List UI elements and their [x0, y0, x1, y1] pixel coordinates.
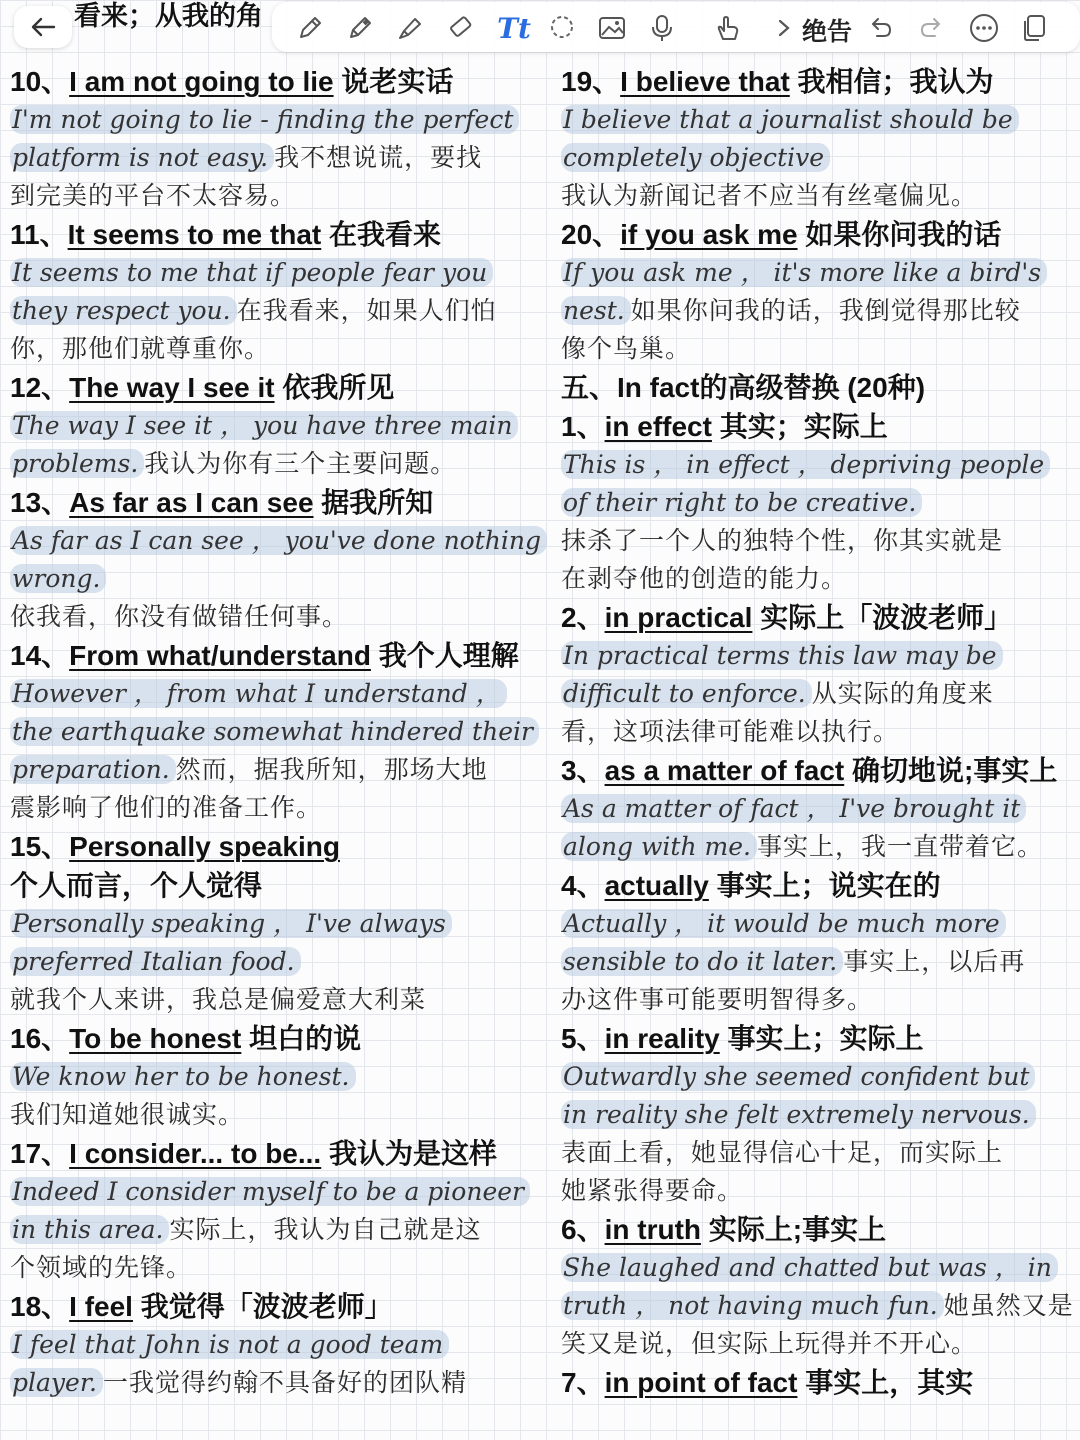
phrase-entry [10, 1134, 555, 1287]
phrase-title: I believe that [620, 66, 790, 97]
handwritten-line [561, 522, 1080, 560]
phrase-entry [561, 1210, 1080, 1363]
example-chinese: 你，那他们就尊重你。 [10, 334, 271, 363]
phrase-number: 7、 [561, 1367, 605, 1398]
section-heading: 五、In fact的高级替换 (20种) [561, 372, 926, 403]
handwritten-line [10, 101, 555, 139]
example-english: nest. [561, 296, 631, 325]
example-english: the earthquake somewhat hindered their [10, 717, 539, 746]
handwritten-line [10, 254, 555, 292]
phrase-heading [561, 1019, 1080, 1058]
phrase-number: 11、 [10, 219, 68, 250]
phrase-meaning: 我觉得「波波老师」 [132, 1291, 393, 1322]
phrase-title: It seems to me that [67, 219, 322, 250]
example-english: The way I see it ， you have three main [10, 411, 518, 440]
phrase-entry [561, 1363, 1080, 1402]
phrase-entry [561, 751, 1080, 866]
phrase-number: 13、 [10, 487, 70, 518]
handwritten-line [10, 789, 555, 827]
handwritten-line [10, 598, 555, 636]
phrase-entry [10, 1287, 555, 1402]
phrase-number: 16、 [10, 1023, 70, 1054]
phrase-meaning: 事实上，其实 [797, 1367, 974, 1398]
handwritten-line [561, 943, 1080, 981]
phrase-meaning: 我认为是这样 [321, 1138, 497, 1169]
example-english: preferred Italian food. [10, 947, 301, 976]
example-chinese: 一我觉得约翰不具备好的团队精 [102, 1368, 467, 1397]
phrase-title: in practical [604, 602, 753, 633]
handwritten-line [10, 1249, 555, 1287]
example-english: I believe that a journalist should be [561, 105, 1019, 134]
handwritten-line [10, 1096, 555, 1134]
phrase-number: 17、 [10, 1138, 70, 1169]
example-english: This is ， in effect ， depriving people [561, 450, 1050, 479]
phrase-meaning: 如果你问我的话 [797, 219, 1002, 250]
phrase-title: in truth [604, 1214, 701, 1245]
handwritten-line [561, 790, 1080, 828]
example-english: As a matter of fact ， I've brought it [561, 794, 1026, 823]
example-chinese: 在剥夺他的创造的能力。 [561, 564, 848, 593]
phrase-number: 1、 [561, 411, 605, 442]
handwritten-line [561, 1096, 1080, 1134]
handwritten-line [10, 522, 555, 560]
handwritten-line [561, 446, 1080, 484]
handwritten-line [10, 1326, 555, 1364]
example-chinese: 我们知道她很诚实。 [10, 1100, 245, 1129]
example-english: Personally speaking ， I've always [10, 909, 452, 938]
example-chinese: 她紧张得要命。 [561, 1176, 744, 1205]
phrase-entry [561, 598, 1080, 751]
handwritten-line [10, 713, 555, 751]
handwritten-line [561, 1287, 1080, 1325]
example-chinese: 震影响了他们的准备工作。 [10, 793, 323, 822]
example-english: It seems to me that if people fear you [10, 258, 493, 287]
phrase-meaning-line: 个人而言，个人觉得 [10, 870, 263, 901]
phrase-number: 5、 [561, 1023, 605, 1054]
example-chinese: 笑又是说，但实际上玩得并不开心。 [561, 1329, 978, 1358]
highlighter-icon[interactable] [394, 12, 426, 44]
phrase-heading [10, 62, 555, 101]
phrase-heading [10, 483, 555, 522]
phrase-heading [561, 407, 1080, 446]
handwritten-line [10, 1364, 555, 1402]
handwritten-line [10, 1173, 555, 1211]
handwritten-line [561, 1249, 1080, 1287]
phrase-entry [561, 62, 1080, 215]
example-english: along with me. [561, 832, 757, 861]
handwritten-line [561, 905, 1080, 943]
phrase-heading [10, 1287, 555, 1326]
phrase-meaning: 实际上;事实上 [701, 1214, 887, 1245]
phrase-heading [10, 1134, 555, 1173]
phrase-title: From what/understand [69, 640, 371, 671]
phrase-number: 10、 [10, 66, 70, 97]
eraser-icon[interactable] [444, 12, 476, 44]
handwritten-line [10, 560, 555, 598]
example-chinese: 然而，据我所知，那场大地 [175, 755, 488, 784]
back-button[interactable] [14, 6, 72, 48]
handwritten-line [10, 445, 555, 483]
handwritten-line [10, 905, 555, 943]
handwritten-line [10, 177, 555, 215]
example-english: In practical terms this law may be [561, 641, 1003, 670]
phrase-entry [561, 368, 1080, 407]
example-english: of their right to be creative. [561, 488, 922, 517]
text-tool-icon[interactable]: Tt [497, 11, 531, 45]
handwritten-line [561, 828, 1080, 866]
phrase-meaning: 事实上；实际上 [719, 1023, 924, 1054]
handwritten-line [561, 675, 1080, 713]
phrase-entry [561, 215, 1080, 368]
example-english: they respect you. [10, 296, 237, 325]
example-english: sensible to do it later. [561, 947, 843, 976]
phrase-title: as a matter of fact [604, 755, 845, 786]
phrase-number: 12、 [10, 372, 70, 403]
example-chinese: 抹杀了一个人的独特个性，你其实就是 [561, 526, 1004, 555]
handwritten-line [10, 751, 555, 789]
phrase-entry [10, 827, 555, 1019]
phrase-meaning: 我个人理解 [370, 640, 519, 671]
phrase-number: 3、 [561, 755, 605, 786]
phrase-number: 18、 [10, 1291, 70, 1322]
handwritten-line [561, 637, 1080, 675]
phrase-heading [561, 215, 1080, 254]
phrase-title: As far as I can see [69, 487, 314, 518]
phrase-meaning: 依我所见 [274, 372, 395, 403]
handwritten-line [10, 675, 555, 713]
example-english: She laughed and chatted but was ， in [561, 1253, 1058, 1282]
example-english: I feel that John is not a good team [10, 1330, 449, 1359]
phrase-meaning: 事实上；说实在的 [708, 870, 941, 901]
phrase-number: 4、 [561, 870, 605, 901]
phrase-title: I am not going to lie [69, 66, 334, 97]
chevron-right-icon[interactable] [768, 12, 800, 44]
phrase-title: I feel [69, 1291, 133, 1322]
phrase-title: in reality [604, 1023, 720, 1054]
phrase-entry [10, 215, 555, 368]
example-english: I'm not going to lie - finding the perfect [10, 105, 519, 134]
phrase-heading [10, 368, 555, 407]
example-english: However ， from what I understand ， [10, 679, 507, 708]
example-chinese: 像个鸟巢。 [561, 334, 692, 363]
handwritten-line [10, 292, 555, 330]
phrase-title: I consider... to be... [69, 1138, 322, 1169]
handwritten-line [561, 981, 1080, 1019]
example-english: If you ask me ， it's more like a bird's [561, 258, 1047, 287]
handwritten-line [561, 1134, 1080, 1172]
example-chinese: 事实上，我一直带着它。 [756, 832, 1043, 861]
back-icon [30, 16, 56, 38]
example-english: Indeed I consider myself to be a pioneer [10, 1177, 530, 1206]
phrase-heading [561, 1363, 1080, 1402]
phrase-meaning: 说老实话 [333, 66, 454, 97]
hand-icon[interactable] [712, 12, 744, 44]
example-chinese: 如果你问我的话，我倒觉得那比较 [630, 296, 1021, 325]
handwritten-line [561, 1325, 1080, 1363]
example-chinese: 我不想说谎，要找 [274, 143, 483, 172]
handwritten-line [561, 177, 1080, 215]
handwritten-line [10, 981, 555, 1019]
example-english: wrong. [10, 564, 106, 593]
example-english: problems. [10, 449, 144, 478]
phrase-entry [10, 636, 555, 827]
redo-icon[interactable] [916, 12, 948, 44]
microphone-icon[interactable] [646, 12, 678, 44]
phrase-number: 14、 [10, 640, 70, 671]
phrase-entry [10, 1019, 555, 1134]
example-chinese: 看，这项法律可能难以执行。 [561, 717, 900, 746]
example-chinese: 我认为新闻记者不应当有丝毫偏见。 [561, 181, 978, 210]
phrase-entry [561, 407, 1080, 598]
example-english: We know her to be honest. [10, 1062, 356, 1091]
example-chinese: 我认为你有三个主要问题。 [144, 449, 457, 478]
phrase-title: The way I see it [69, 372, 275, 403]
phrase-heading [561, 62, 1080, 101]
handwritten-line [561, 292, 1080, 330]
example-chinese: 就我个人来讲，我总是偏爱意大利菜 [10, 985, 427, 1014]
lasso-icon[interactable] [546, 12, 578, 44]
phrase-title: actually [604, 870, 709, 901]
phrase-number: 6、 [561, 1214, 605, 1245]
example-english: platform is not easy. [10, 143, 274, 172]
phrase-number: 20、 [561, 219, 621, 250]
example-english: Outwardly she seemed confident but [561, 1062, 1035, 1091]
example-english: Actually ， it would be much more [561, 909, 1006, 938]
example-chinese: 办这件事可能要明智得多。 [561, 985, 874, 1014]
phrase-heading [561, 598, 1080, 637]
pen-icon[interactable] [344, 12, 376, 44]
example-english: difficult to enforce. [561, 679, 812, 708]
phrase-heading [561, 866, 1080, 905]
phrase-meaning: 我相信；我认为 [789, 66, 994, 97]
handwritten-line [561, 1172, 1080, 1210]
example-chinese: 表面上看，她显得信心十足，而实际上 [561, 1138, 1004, 1167]
handwritten-line [10, 943, 555, 981]
example-english: truth ， not having much fun. [561, 1291, 944, 1320]
example-chinese: 从实际的角度来 [811, 679, 994, 708]
undo-icon[interactable] [864, 12, 896, 44]
example-chinese: 在我看来，如果人们怕 [236, 296, 497, 325]
handwritten-line [561, 484, 1080, 522]
handwritten-line [10, 330, 555, 368]
drawing-tools-bar [272, 2, 1080, 52]
scrolled-text-fragment: 绝告 [802, 17, 853, 46]
phrase-heading [10, 215, 555, 254]
handwritten-line [561, 560, 1080, 598]
example-chinese: 事实上，以后再 [843, 947, 1026, 976]
right-notes-column [561, 62, 1080, 1402]
phrase-meaning: 坦白的说 [241, 1023, 362, 1054]
phrase-entry [561, 1019, 1080, 1210]
phrase-title: in effect [604, 411, 712, 442]
phrase-entry [10, 368, 555, 483]
phrase-meaning: 实际上「波波老师」 [752, 602, 1013, 633]
phrase-number: 2、 [561, 602, 605, 633]
pages-icon[interactable] [1018, 12, 1050, 44]
example-english: completely objective [561, 143, 830, 172]
handwritten-line [561, 101, 1080, 139]
phrase-title: Personally speaking [69, 831, 340, 862]
handwritten-line [561, 1058, 1080, 1096]
more-icon[interactable] [968, 12, 1000, 44]
example-english: player. [10, 1368, 103, 1397]
phrase-heading [10, 827, 555, 866]
handwritten-line [10, 1211, 555, 1249]
phrase-meaning: 确切地说;事实上 [844, 755, 1058, 786]
phrase-heading [561, 1210, 1080, 1249]
left-notes-column [10, 62, 555, 1402]
handwritten-line [10, 1058, 555, 1096]
example-english: As far as I can see ， you've done nothing [10, 526, 547, 555]
phrase-title: if you ask me [620, 219, 798, 250]
handwritten-line [561, 254, 1080, 292]
phrase-heading [10, 1019, 555, 1058]
example-chinese: 个领域的先锋。 [10, 1253, 193, 1282]
handwritten-line [561, 713, 1080, 751]
top-toolbar [0, 0, 1080, 56]
phrase-number: 19、 [561, 66, 621, 97]
handwritten-line [10, 139, 555, 177]
example-english: in this area. [10, 1215, 169, 1244]
image-icon[interactable] [596, 12, 628, 44]
handwritten-line [561, 139, 1080, 177]
example-english: preparation. [10, 755, 176, 784]
example-chinese: 依我看，你没有做错任何事。 [10, 602, 349, 631]
phrase-heading [561, 751, 1080, 790]
phrase-title: in point of fact [604, 1367, 798, 1398]
phrase-heading [10, 636, 555, 675]
phrase-entry [561, 866, 1080, 1019]
handwritten-line [10, 407, 555, 445]
example-chinese: 到完美的平台不太容易。 [10, 181, 297, 210]
phrase-meaning: 据我所知 [313, 487, 434, 518]
example-chinese: 她虽然又是 [943, 1291, 1074, 1320]
example-chinese: 实际上，我认为自己就是这 [169, 1215, 482, 1244]
phrase-number: 15、 [10, 831, 70, 862]
pencil-icon[interactable] [294, 12, 326, 44]
example-english: in reality she felt extremely nervous. [561, 1100, 1036, 1129]
phrase-title: To be honest [69, 1023, 242, 1054]
handwritten-line [561, 330, 1080, 368]
phrase-entry [10, 62, 555, 215]
phrase-meaning: 在我看来 [321, 219, 442, 250]
scrolled-heading-fragment: 看来；从我的角 [74, 1, 263, 32]
phrase-meaning: 其实；实际上 [711, 411, 888, 442]
phrase-entry [10, 483, 555, 636]
